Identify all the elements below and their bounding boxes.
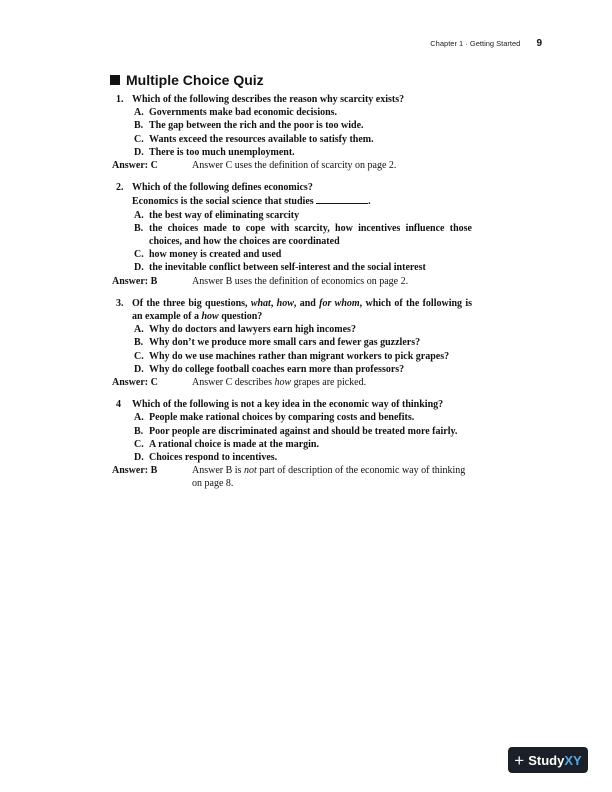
option-text: A rational choice is made at the margin. — [149, 438, 319, 450]
option-letter: B. — [134, 222, 144, 234]
studyxy-logo[interactable] — [508, 747, 588, 773]
option-letter: C. — [134, 249, 144, 261]
section-title — [110, 72, 264, 88]
quiz — [112, 93, 472, 500]
option-text: The gap between the rich and the poor is too wide. — [149, 120, 364, 132]
option-letter: D. — [134, 452, 144, 464]
option-text: Choices respond to incentives. — [149, 452, 278, 464]
fill-in-blank — [316, 194, 368, 204]
option-text: Wants exceed the resources available to satisfy them. — [149, 133, 374, 145]
logo-suffix: XY — [564, 752, 582, 768]
answer-text: Answer C uses the definition of scarcity on page 2. — [192, 160, 397, 172]
stem-continuation-text: Economics is the social science that studies — [132, 196, 314, 208]
option-d — [112, 146, 472, 159]
option-b — [112, 336, 472, 349]
option-text: the best way of eliminating scarcity — [149, 209, 300, 221]
question-stem — [112, 398, 472, 411]
separator: · — [465, 39, 468, 48]
question-1 — [112, 93, 472, 172]
option-letter: C. — [134, 350, 144, 362]
plus-icon: + — [514, 750, 525, 770]
question-text: Which of the following describes the reason why scarcity exists? — [132, 94, 405, 105]
question-number: 1. — [116, 94, 124, 105]
option-a — [112, 209, 472, 222]
question-4 — [112, 398, 472, 490]
option-letter: A. — [134, 209, 144, 221]
stem-end-punctuation: . — [368, 196, 371, 208]
page-number: 9 — [536, 38, 542, 49]
option-text: Governments make bad economic decisions. — [149, 107, 338, 119]
question-number: 3. — [116, 297, 124, 309]
option-c — [112, 438, 472, 451]
option-text: Why do doctors and lawyers earn high incomes? — [149, 324, 356, 336]
option-letter: B. — [134, 425, 144, 437]
option-text: the inevitable conflict between self-interest and the social interest — [149, 262, 426, 274]
option-letter: D. — [134, 363, 144, 375]
question-text: Which of the following is not a key idea in the economic way of thinking? — [132, 399, 444, 411]
option-text: People make rational choices by comparing costs and benefits. — [149, 412, 415, 424]
chapter-title: Getting Started — [469, 39, 521, 48]
answer-text: Answer C describes how grapes are picked. — [192, 377, 367, 389]
option-letter: D. — [134, 146, 144, 158]
answer — [112, 376, 472, 389]
answer-text: Answer B uses the definition of economics on page 2. — [192, 275, 409, 287]
question-3 — [112, 297, 472, 389]
question-stem-continuation — [112, 194, 472, 208]
option-d — [112, 261, 472, 274]
option-d — [112, 451, 472, 464]
chapter-label: Chapter 1 — [430, 39, 464, 48]
option-b — [112, 222, 472, 248]
option-c — [112, 350, 472, 363]
option-text: Why don’t we produce more small cars and fewer gas guzzlers? — [149, 337, 421, 349]
logo-prefix: Study — [528, 752, 565, 768]
option-b — [112, 425, 472, 438]
option-a — [112, 323, 472, 336]
running-head — [430, 38, 542, 49]
option-letter: B. — [134, 337, 144, 349]
question-stem — [112, 93, 472, 106]
section-title-text: Multiple Choice Quiz — [126, 72, 264, 88]
option-text: There is too much unemployment. — [149, 146, 295, 158]
answer-label: Answer: B — [112, 465, 158, 477]
option-a — [112, 411, 472, 424]
answer-label: Answer: B — [112, 275, 158, 287]
option-text: Why do college football coaches earn more than professors? — [149, 363, 405, 375]
option-letter: C. — [134, 438, 144, 450]
option-text: Why do we use machines rather than migrant workers to pick grapes? — [149, 350, 450, 362]
option-letter: A. — [134, 107, 144, 119]
option-letter: A. — [134, 324, 144, 336]
option-letter: B. — [134, 120, 144, 132]
option-letter: A. — [134, 412, 144, 424]
answer — [112, 464, 472, 490]
question-stem — [112, 181, 472, 194]
question-text: Which of the following defines economics? — [132, 182, 313, 194]
question-text: Of the three big questions, what, how, and for whom, which of the following is an example of a how question? — [132, 297, 473, 323]
question-number: 4 — [116, 399, 121, 411]
answer — [112, 159, 472, 172]
option-c — [112, 248, 472, 261]
answer-text: Answer B is not part of description of the economic way of thinking on page 8. — [192, 465, 466, 490]
option-text: the choices made to cope with scarcity, how incentives influence those choices, and how the choices are coordinated — [149, 222, 472, 248]
option-c — [112, 133, 472, 146]
option-text: Poor people are discriminated against and should be treated more fairly. — [149, 425, 458, 437]
option-letter: D. — [134, 262, 144, 274]
option-d — [112, 363, 472, 376]
question-stem — [112, 297, 472, 323]
option-a — [112, 106, 472, 119]
answer-label: Answer: C — [112, 160, 158, 172]
answer — [112, 275, 472, 288]
answer-label: Answer: C — [112, 377, 158, 389]
option-b — [112, 119, 472, 132]
question-2 — [112, 181, 472, 288]
square-bullet-icon — [110, 75, 120, 85]
option-text: how money is created and used — [149, 249, 282, 261]
question-number: 2. — [116, 182, 124, 194]
option-letter: C. — [134, 133, 144, 145]
